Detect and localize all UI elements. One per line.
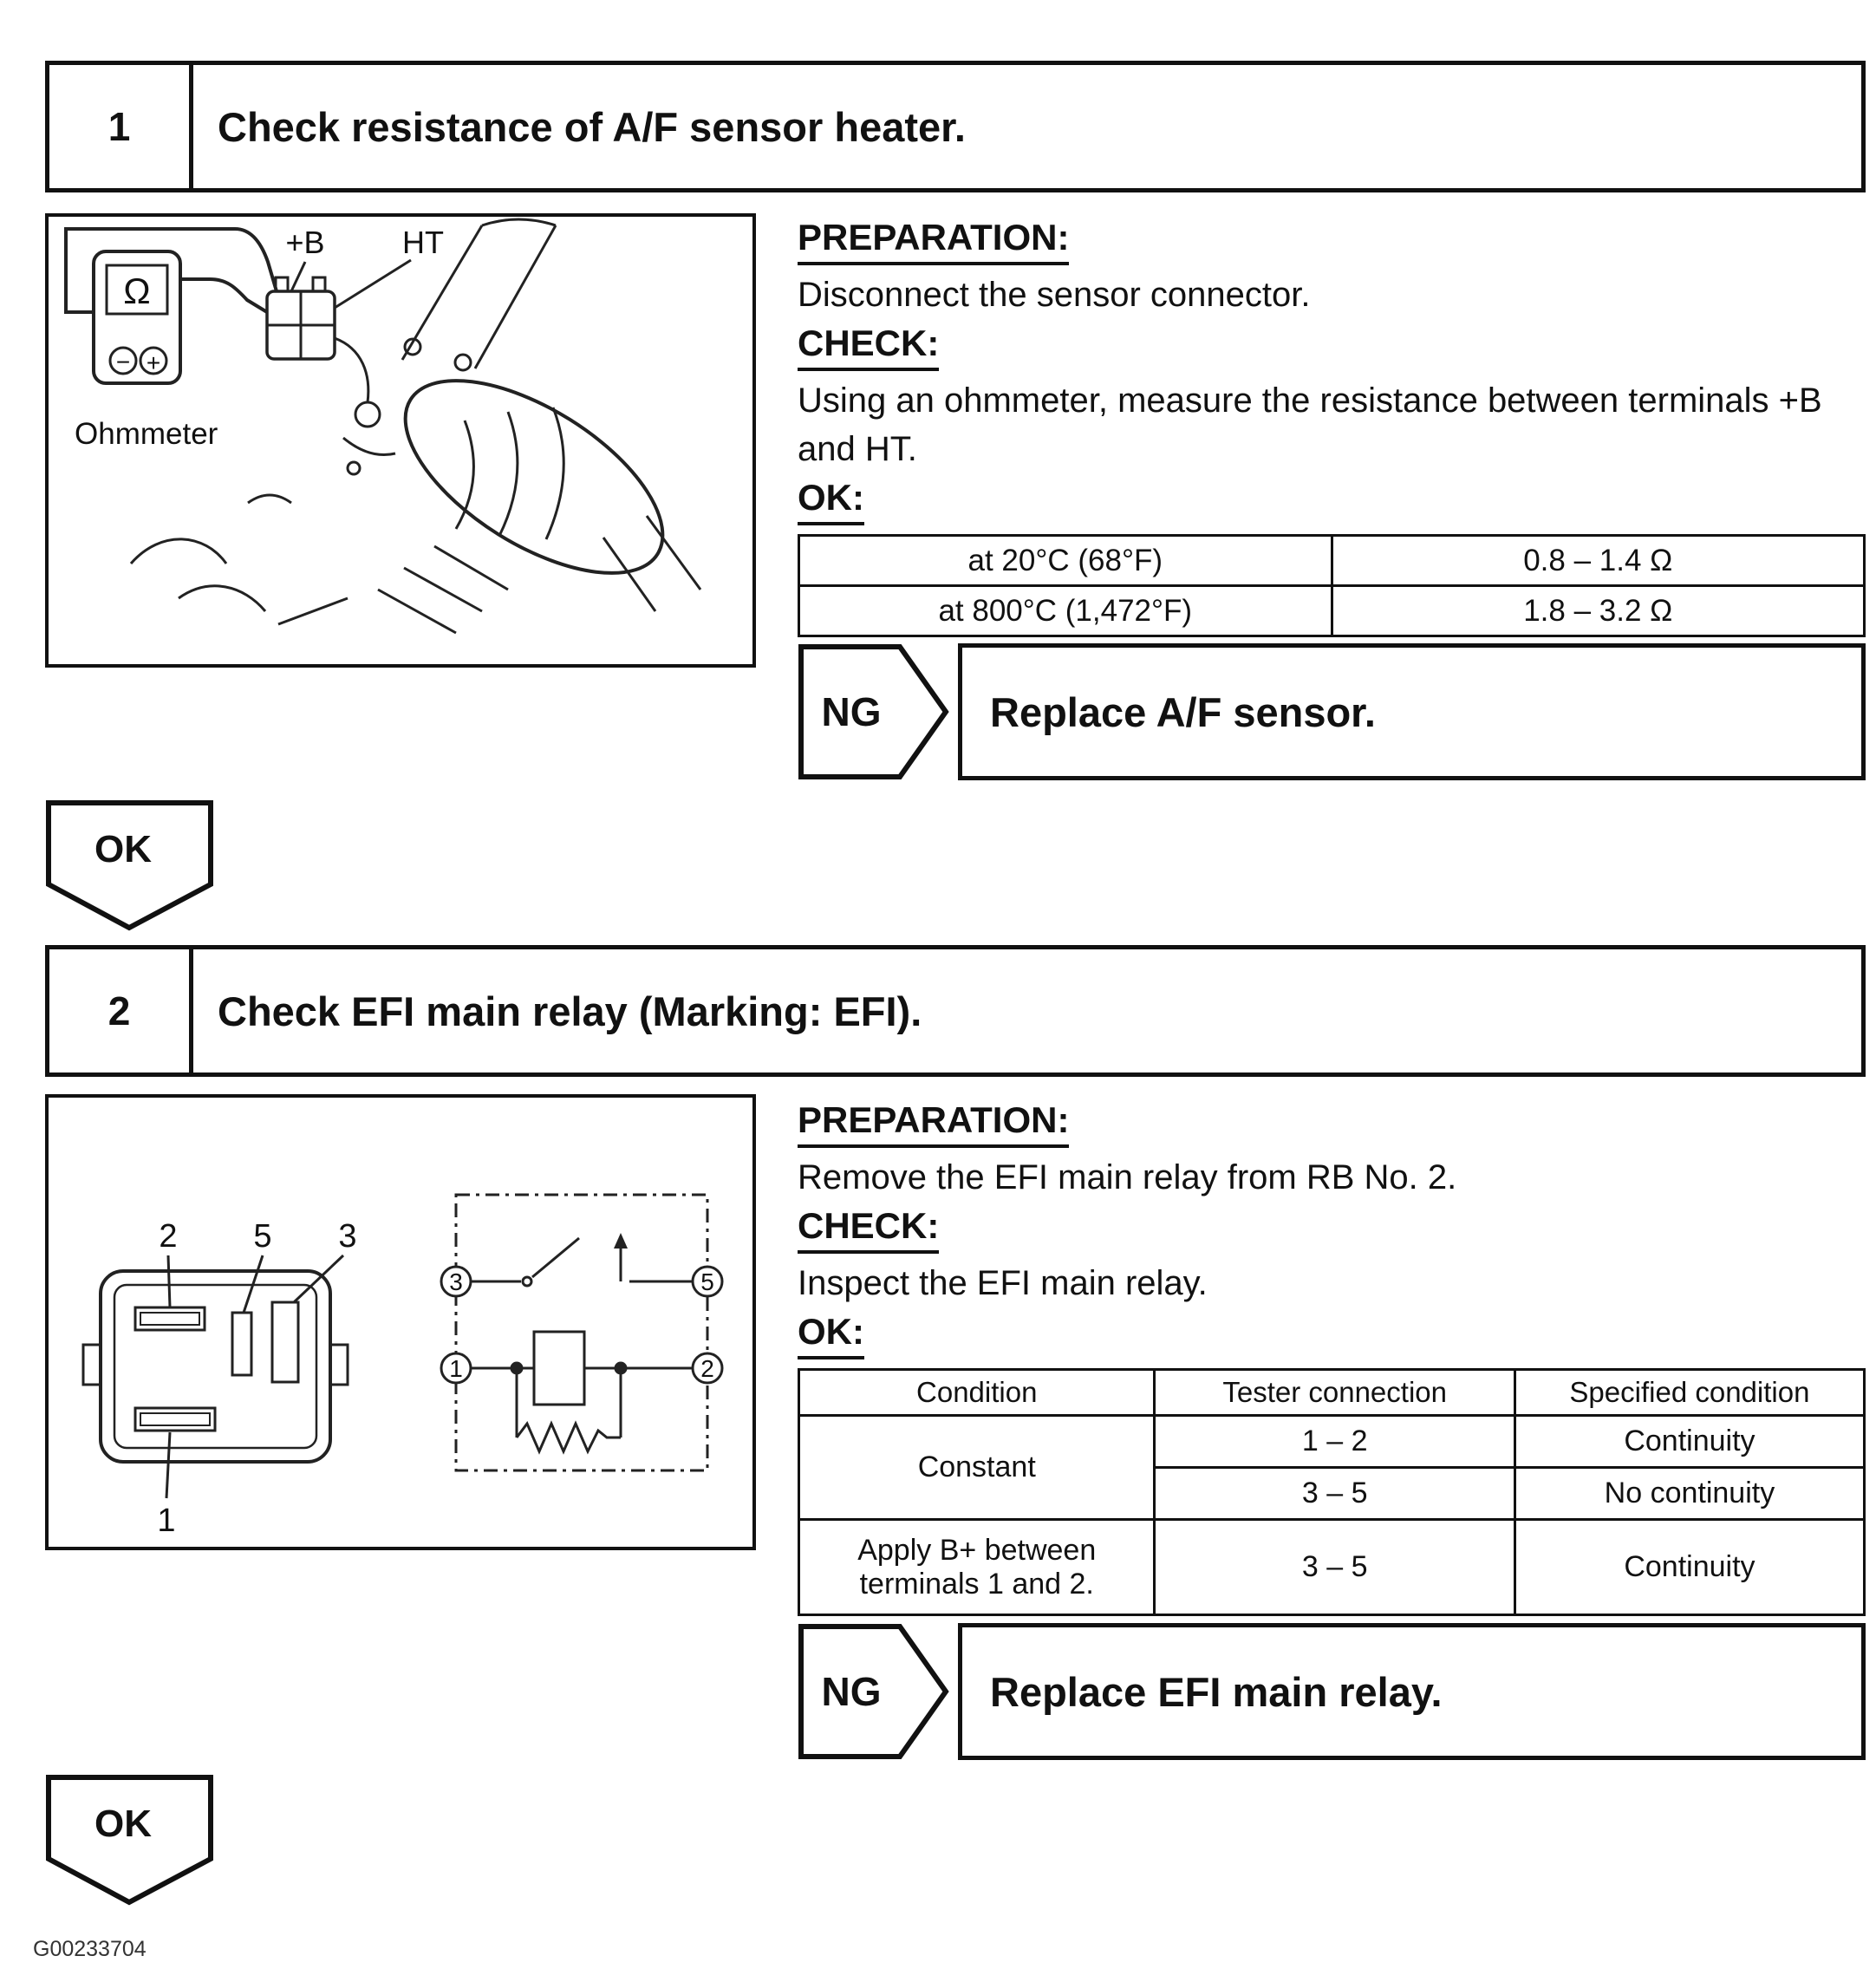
terminal-b-label: +B <box>285 225 325 260</box>
ok-label: OK <box>94 1803 152 1845</box>
ohmmeter-lead-wire-2 <box>180 279 267 312</box>
efi-relay-illustration <box>49 1098 752 1547</box>
condition-cell: Constant <box>799 1416 1155 1520</box>
spec-value-cell: 0.8 – 1.4 Ω <box>1332 536 1865 586</box>
ohmmeter-label: Ohmmeter <box>75 417 218 451</box>
ok-arrow-shape <box>45 799 214 931</box>
step1-preparation-heading-text: PREPARATION: <box>798 217 1069 265</box>
table-row <box>799 1416 1865 1468</box>
column-header-specified-condition: Specified condition <box>1514 1370 1864 1416</box>
step2-check-text: Inspect the EFI main relay. <box>798 1264 1208 1302</box>
schematic-terminal-2-label: 2 <box>700 1355 714 1382</box>
step2-title: Check EFI main relay (Marking: EFI). <box>218 988 922 1034</box>
step2-ok-heading <box>798 1311 1866 1359</box>
spec-value-cell: 1.8 – 3.2 Ω <box>1332 586 1865 636</box>
relay-pin-1-label: 1 <box>157 1503 176 1539</box>
step2-number: 2 <box>49 949 193 1072</box>
specified-condition-cell: Continuity <box>1514 1520 1864 1615</box>
terminal-ht-label: HT <box>402 225 444 260</box>
step2-preparation-heading <box>798 1099 1866 1148</box>
step2-ng-action: Replace EFI main relay. <box>958 1623 1866 1760</box>
condition-cell: Apply B+ between terminals 1 and 2. <box>799 1520 1155 1615</box>
step2-ok-connector <box>45 1774 214 1906</box>
ok-arrow-shape <box>45 1774 214 1906</box>
table-row <box>799 536 1865 586</box>
step1-check-heading-text: CHECK: <box>798 323 939 371</box>
step1-ng-branch <box>798 643 1866 780</box>
af-sensor-illustration <box>49 217 752 664</box>
table-header-row <box>799 1370 1865 1416</box>
step2-check-heading-text: CHECK: <box>798 1205 939 1254</box>
spec-condition-cell: at 20°C (68°F) <box>799 536 1332 586</box>
ng-arrow-shape <box>798 643 949 780</box>
relay-drawing <box>83 1255 348 1498</box>
step1-header <box>45 61 1866 192</box>
relay-pin-5-label: 5 <box>253 1218 272 1255</box>
step1-ok-heading <box>798 477 1866 525</box>
ng-label: NG <box>821 1669 882 1714</box>
step1-illustration-frame <box>45 213 756 668</box>
column-header-tester-connection: Tester connection <box>1155 1370 1514 1416</box>
specified-condition-cell: No continuity <box>1514 1468 1864 1520</box>
relay-pin-2-label: 2 <box>159 1218 178 1255</box>
omega-symbol: Ω <box>123 271 151 311</box>
step2-instructions <box>798 1099 1866 1616</box>
table-row <box>799 1520 1865 1615</box>
step2-ok-heading-text: OK: <box>798 1311 864 1359</box>
spec-condition-cell: at 800°C (1,472°F) <box>799 586 1332 636</box>
step1-preparation-text: Disconnect the sensor connector. <box>798 276 1311 314</box>
sensor-body <box>355 402 380 427</box>
step2-preparation-text: Remove the EFI main relay from RB No. 2. <box>798 1158 1457 1196</box>
specified-condition-cell: Continuity <box>1514 1416 1864 1468</box>
step1-ok-heading-text: OK: <box>798 477 864 525</box>
ng-label: NG <box>821 689 882 734</box>
step1-instructions <box>798 217 1866 637</box>
tester-connection-cell: 3 – 5 <box>1155 1468 1514 1520</box>
step2-ng-branch <box>798 1623 1866 1760</box>
step1-title: Check resistance of A/F sensor heater. <box>218 103 966 150</box>
step1-number: 1 <box>49 65 193 188</box>
figure-code: G00233704 <box>33 1937 147 1961</box>
step2-preparation-heading-text: PREPARATION: <box>798 1099 1069 1148</box>
minus-terminal-label: − <box>115 349 131 375</box>
tester-connection-cell: 1 – 2 <box>1155 1416 1514 1468</box>
schematic-terminal-3-label: 3 <box>449 1268 463 1295</box>
schematic-terminal-5-label: 5 <box>700 1268 714 1295</box>
step1-check-text: Using an ohmmeter, measure the resistance between terminals +B and HT. <box>798 381 1822 468</box>
step1-ok-connector <box>45 799 214 931</box>
sensor-wire <box>335 338 368 402</box>
column-header-condition: Condition <box>799 1370 1155 1416</box>
plus-terminal-label: + <box>146 349 161 376</box>
step1-ng-action: Replace A/F sensor. <box>958 643 1866 780</box>
schematic-terminal-1-label: 1 <box>449 1355 463 1382</box>
step1-spec-table <box>798 534 1866 637</box>
terminal-b-leader <box>291 262 305 291</box>
step2-illustration-frame <box>45 1094 756 1550</box>
step2-check-heading <box>798 1205 1866 1254</box>
step2-spec-table <box>798 1368 1866 1616</box>
step1-preparation-heading <box>798 217 1866 265</box>
ng-arrow-shape <box>798 1623 949 1760</box>
terminal-ht-leader <box>335 260 411 308</box>
table-row <box>799 586 1865 636</box>
relay-pin-3-label: 3 <box>338 1218 357 1255</box>
step2-header <box>45 945 1866 1077</box>
step1-check-heading <box>798 323 1866 371</box>
relay-circuit-schematic <box>441 1195 722 1470</box>
ok-label: OK <box>94 828 152 870</box>
tester-connection-cell: 3 – 5 <box>1155 1520 1514 1615</box>
